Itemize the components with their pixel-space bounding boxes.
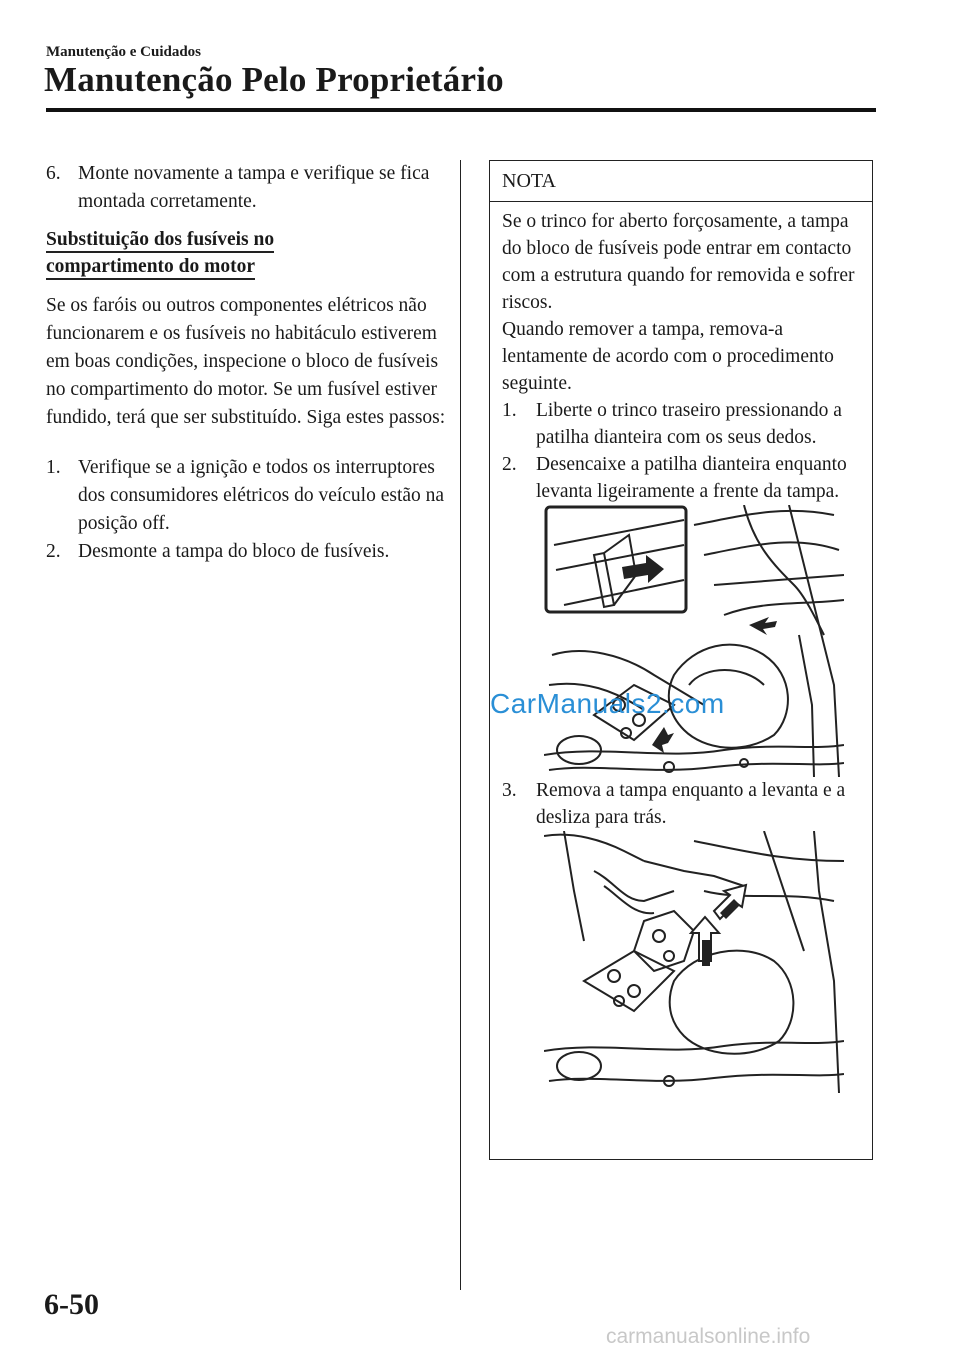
- step-text: Verifique se a ignição e todos os interruptores dos consumidores elétricos do veículo estão na posição off.: [78, 457, 445, 534]
- note-body: [490, 202, 872, 1093]
- column-divider: [460, 160, 461, 1290]
- step-number: 6.: [46, 163, 61, 184]
- step-text: Desmonte a tampa do bloco de fusíveis.: [78, 541, 390, 562]
- page-title: Manutenção Pelo Proprietário: [44, 60, 504, 99]
- note-paragraph-2: Quando remover a tampa, remova-a lentamente de acordo com o procedimento seguinte.: [502, 319, 834, 394]
- left-column: [46, 160, 446, 566]
- fuse-cover-removal-illustration: [544, 831, 844, 1093]
- subheading-line-2: compartimento do motor: [46, 256, 255, 280]
- fuse-latch-illustration: [544, 505, 844, 777]
- step-number: 1.: [46, 457, 61, 478]
- step-2: [46, 538, 446, 566]
- step-text: Monte novamente a tampa e verifique se fica montada corretamente.: [78, 163, 430, 212]
- title-rule: [46, 108, 876, 112]
- note-box: [489, 160, 873, 1160]
- step-6: [46, 160, 446, 216]
- step-text: Desencaixe a patilha dianteira enquanto levanta ligeiramente a frente da tampa.: [536, 454, 847, 502]
- step-1: [46, 454, 446, 538]
- note-step-2: [502, 451, 862, 505]
- step-number: 2.: [502, 454, 517, 475]
- step-number: 2.: [46, 541, 61, 562]
- page-number: 6-50: [44, 1288, 99, 1321]
- subheading-line-1: Substituição dos fusíveis no: [46, 229, 274, 253]
- step-number: 1.: [502, 400, 517, 421]
- intro-paragraph: Se os faróis ou outros componentes elétricos não funcionarem e os fusíveis no habitáculo estiverem em boas condições, inspecione o bloco de fusíveis no compartimento do motor. Se um fusível estiver fundido, terá que ser substituído. Siga estes passos:: [46, 295, 446, 428]
- step-text: Liberte o trinco traseiro pressionando a patilha dianteira com os seus dedos.: [536, 400, 842, 448]
- section-subheading: [46, 226, 446, 280]
- note-step-1: [502, 397, 862, 451]
- section-label: Manutenção e Cuidados: [46, 44, 202, 60]
- note-step-3: [502, 777, 862, 831]
- note-paragraph-1: Se o trinco for aberto forçosamente, a tampa do bloco de fusíveis pode entrar em contacto com a estrutura quando for removida e sofrer riscos.: [502, 211, 855, 313]
- step-text: Remova a tampa enquanto a levanta e a desliza para trás.: [536, 780, 846, 828]
- footer-watermark: carmanualsonline.info: [606, 1325, 811, 1348]
- watermark: CarManuals2.com: [490, 688, 725, 719]
- note-header: NOTA: [490, 161, 872, 202]
- step-number: 3.: [502, 780, 517, 801]
